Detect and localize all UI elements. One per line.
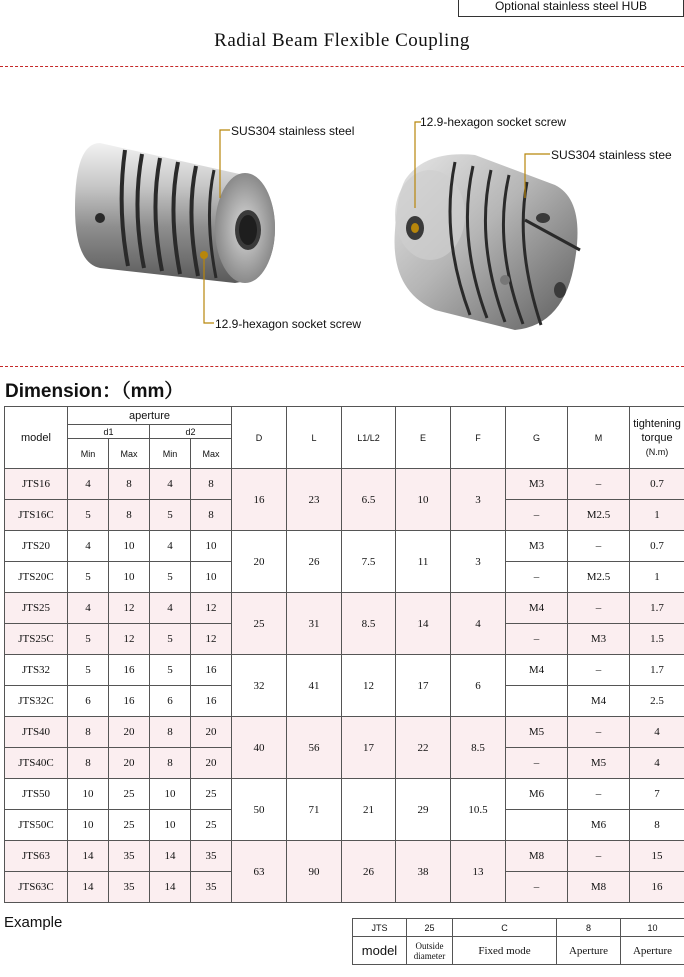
cell-M: –: [568, 469, 630, 500]
cell-M: M8: [568, 872, 630, 903]
cell-torque: 8: [630, 810, 684, 841]
cell-M: M5: [568, 748, 630, 779]
cell-torque: 0.7: [630, 531, 684, 562]
cell-d1-max: 10: [109, 531, 150, 562]
cell-F: 4: [451, 593, 506, 655]
cell-d1-max: 35: [109, 872, 150, 903]
cell-F: 13: [451, 841, 506, 903]
callout-lines-right: [405, 118, 555, 218]
cell-d1-min: 10: [68, 810, 109, 841]
cell-d1-max: 25: [109, 779, 150, 810]
cell-model: JTS16: [5, 469, 68, 500]
cell-d2-min: 6: [150, 686, 191, 717]
cell-L1L2: 6.5: [342, 469, 396, 531]
cell-d2-max: 12: [191, 624, 232, 655]
cell-E: 38: [396, 841, 451, 903]
cell-L: 31: [287, 593, 342, 655]
cell-d2-min: 5: [150, 655, 191, 686]
optional-hub-note: Optional stainless steel HUB: [458, 0, 684, 17]
col-model: model: [5, 407, 68, 469]
cell-d2-max: 35: [191, 872, 232, 903]
cell-L1L2: 21: [342, 779, 396, 841]
cell-L1L2: 12: [342, 655, 396, 717]
cell-torque: 15: [630, 841, 684, 872]
cell-F: 3: [451, 469, 506, 531]
cell-d2-max: 16: [191, 686, 232, 717]
cell-d2-max: 12: [191, 593, 232, 624]
dimension-table: [4, 406, 684, 903]
cell-M: M2.5: [568, 500, 630, 531]
table-row: [5, 593, 684, 624]
cell-d1-min: 5: [68, 655, 109, 686]
cell-torque: 7: [630, 779, 684, 810]
cell-d1-max: 35: [109, 841, 150, 872]
cell-G: –: [506, 872, 568, 903]
cell-d2-min: 5: [150, 624, 191, 655]
cell-M: M6: [568, 810, 630, 841]
cell-F: 3: [451, 531, 506, 593]
example-aperture2: Aperture: [621, 937, 684, 965]
cell-G: M6: [506, 779, 568, 810]
cell-d1-min: 5: [68, 562, 109, 593]
cell-model: JTS20C: [5, 562, 68, 593]
cell-G: M4: [506, 593, 568, 624]
cell-model: JTS25C: [5, 624, 68, 655]
example-outside-diameter: [407, 937, 453, 965]
cell-model: JTS40: [5, 717, 68, 748]
cell-M: M3: [568, 624, 630, 655]
cell-d2-max: 8: [191, 469, 232, 500]
col-d1-max: Max: [109, 439, 150, 469]
col-d2: d2: [150, 425, 232, 439]
cell-d1-min: 14: [68, 872, 109, 903]
cell-F: 10.5: [451, 779, 506, 841]
cell-torque: 0.7: [630, 469, 684, 500]
col-G: G: [506, 407, 568, 469]
cell-d2-max: 35: [191, 841, 232, 872]
coupling-photo-left: [70, 118, 280, 298]
cell-d2-max: 20: [191, 717, 232, 748]
cell-torque: 1.7: [630, 655, 684, 686]
torque-unit: (N.m): [645, 446, 669, 457]
cell-E: 29: [396, 779, 451, 841]
table-row: [5, 531, 684, 562]
col-M: M: [568, 407, 630, 469]
cell-L: 71: [287, 779, 342, 841]
cell-d2-min: 10: [150, 810, 191, 841]
cell-d2-min: 10: [150, 779, 191, 810]
cell-F: 8.5: [451, 717, 506, 779]
cell-d1-min: 4: [68, 593, 109, 624]
example-label: Example: [4, 914, 63, 931]
cell-G: –: [506, 562, 568, 593]
cell-E: 10: [396, 469, 451, 531]
cell-G: M3: [506, 531, 568, 562]
cell-M: –: [568, 779, 630, 810]
cell-E: 17: [396, 655, 451, 717]
cell-G: M8: [506, 841, 568, 872]
cell-torque: 4: [630, 717, 684, 748]
col-d1: d1: [68, 425, 150, 439]
cell-model: JTS50C: [5, 810, 68, 841]
cell-d2-min: 4: [150, 531, 191, 562]
callout-lines-left: [200, 128, 240, 328]
cell-d1-min: 8: [68, 717, 109, 748]
cell-d2-min: 14: [150, 841, 191, 872]
cell-d1-max: 20: [109, 717, 150, 748]
cell-E: 11: [396, 531, 451, 593]
cell-L: 56: [287, 717, 342, 779]
col-L1L2: L1/L2: [342, 407, 396, 469]
cell-D: 40: [232, 717, 287, 779]
cell-model: JTS32: [5, 655, 68, 686]
cell-torque: 1: [630, 500, 684, 531]
cell-L: 23: [287, 469, 342, 531]
cell-d1-min: 14: [68, 841, 109, 872]
cell-d1-min: 6: [68, 686, 109, 717]
col-d2-max: Max: [191, 439, 232, 469]
cell-torque: 4: [630, 748, 684, 779]
torque-label-2: torque: [641, 431, 673, 444]
cell-d2-min: 14: [150, 872, 191, 903]
cell-d1-min: 4: [68, 531, 109, 562]
cell-D: 16: [232, 469, 287, 531]
cell-G: –: [506, 500, 568, 531]
outside-diameter-line2: diameter: [413, 950, 446, 961]
cell-d1-max: 25: [109, 810, 150, 841]
example-aperture1: Aperture: [557, 937, 621, 965]
cell-G: M4: [506, 655, 568, 686]
col-L: L: [287, 407, 342, 469]
cell-L: 41: [287, 655, 342, 717]
cell-d1-max: 16: [109, 686, 150, 717]
cell-d2-min: 8: [150, 748, 191, 779]
cell-d1-min: 5: [68, 500, 109, 531]
cell-model: JTS16C: [5, 500, 68, 531]
cell-d1-min: 4: [68, 469, 109, 500]
callout-sus304-right: SUS304 stainless stee: [551, 148, 672, 162]
cell-D: 63: [232, 841, 287, 903]
cell-M: –: [568, 841, 630, 872]
cell-d1-min: 5: [68, 624, 109, 655]
cell-d2-max: 16: [191, 655, 232, 686]
callout-sus304-left: SUS304 stainless steel: [231, 124, 355, 138]
col-d1-min: Min: [68, 439, 109, 469]
cell-model: JTS63: [5, 841, 68, 872]
cell-L1L2: 26: [342, 841, 396, 903]
col-F: F: [451, 407, 506, 469]
table-row: [5, 779, 684, 810]
example-code-aperture2: 10: [621, 919, 684, 937]
torque-label-1: tightening: [633, 417, 681, 430]
cell-torque: 1.7: [630, 593, 684, 624]
table-row: [5, 655, 684, 686]
cell-d1-max: 20: [109, 748, 150, 779]
outside-diameter-line1: Outside: [415, 940, 444, 951]
cell-torque: 2.5: [630, 686, 684, 717]
example-code-model: JTS: [353, 919, 407, 937]
cell-torque: 16: [630, 872, 684, 903]
cell-d2-max: 20: [191, 748, 232, 779]
cell-L1L2: 8.5: [342, 593, 396, 655]
cell-M: –: [568, 593, 630, 624]
cell-G: [506, 810, 568, 841]
col-aperture: aperture: [68, 407, 232, 425]
cell-D: 32: [232, 655, 287, 717]
example-fixed-mode: Fixed mode: [453, 937, 557, 965]
cell-d2-max: 25: [191, 779, 232, 810]
table-row: [5, 841, 684, 872]
cell-F: 6: [451, 655, 506, 717]
cell-model: JTS20: [5, 531, 68, 562]
example-code-diameter: 25: [407, 919, 453, 937]
cell-L: 26: [287, 531, 342, 593]
example-code-fixed: C: [453, 919, 557, 937]
cell-d2-max: 10: [191, 562, 232, 593]
cell-d2-min: 8: [150, 717, 191, 748]
cell-d1-max: 12: [109, 624, 150, 655]
cell-L1L2: 7.5: [342, 531, 396, 593]
cell-d1-min: 10: [68, 779, 109, 810]
cell-M: M2.5: [568, 562, 630, 593]
table-row: [5, 717, 684, 748]
cell-model: JTS50: [5, 779, 68, 810]
cell-model: JTS25: [5, 593, 68, 624]
cell-L: 90: [287, 841, 342, 903]
cell-G: [506, 686, 568, 717]
cell-d1-max: 8: [109, 469, 150, 500]
divider-top: [0, 66, 684, 67]
col-d2-min: Min: [150, 439, 191, 469]
cell-d1-max: 12: [109, 593, 150, 624]
cell-d1-max: 8: [109, 500, 150, 531]
cell-d2-min: 4: [150, 469, 191, 500]
cell-model: JTS63C: [5, 872, 68, 903]
cell-D: 50: [232, 779, 287, 841]
cell-d1-max: 16: [109, 655, 150, 686]
cell-d2-min: 4: [150, 593, 191, 624]
cell-G: –: [506, 748, 568, 779]
cell-M: –: [568, 655, 630, 686]
cell-d1-min: 8: [68, 748, 109, 779]
cell-d1-max: 10: [109, 562, 150, 593]
cell-d2-max: 8: [191, 500, 232, 531]
cell-G: M5: [506, 717, 568, 748]
dimension-title: Dimension：（mm）: [5, 381, 184, 402]
cell-model: JTS40C: [5, 748, 68, 779]
cell-d2-min: 5: [150, 562, 191, 593]
cell-d2-max: 10: [191, 531, 232, 562]
cell-G: M3: [506, 469, 568, 500]
callout-screw-left: 12.9-hexagon socket screw: [215, 317, 362, 331]
cell-E: 22: [396, 717, 451, 779]
cell-M: M4: [568, 686, 630, 717]
cell-E: 14: [396, 593, 451, 655]
cell-model: JTS32C: [5, 686, 68, 717]
table-row: [5, 469, 684, 500]
callout-screw-right: 12.9-hexagon socket screw: [420, 115, 567, 129]
cell-torque: 1.5: [630, 624, 684, 655]
cell-G: –: [506, 624, 568, 655]
cell-M: –: [568, 717, 630, 748]
example-model-label: model: [353, 937, 407, 965]
example-table: [352, 918, 684, 965]
cell-D: 25: [232, 593, 287, 655]
cell-M: –: [568, 531, 630, 562]
divider-middle: [0, 366, 684, 367]
cell-D: 20: [232, 531, 287, 593]
page-title: Radial Beam Flexible Coupling: [214, 30, 470, 51]
cell-L1L2: 17: [342, 717, 396, 779]
cell-torque: 1: [630, 562, 684, 593]
cell-d2-min: 5: [150, 500, 191, 531]
col-D: D: [232, 407, 287, 469]
col-torque: [630, 407, 684, 469]
col-E: E: [396, 407, 451, 469]
example-code-aperture1: 8: [557, 919, 621, 937]
cell-d2-max: 25: [191, 810, 232, 841]
